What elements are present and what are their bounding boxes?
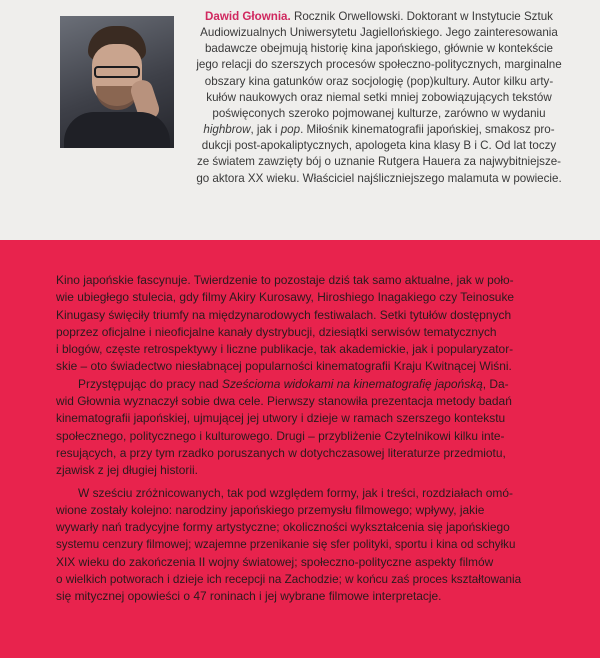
- bio-line: poświęconych szeroko pojmowanej kulturze, zarówno w wydaniu: [212, 106, 546, 120]
- book-title: Sześcioma widokami na kinematografię japońską: [222, 376, 483, 391]
- paragraph-line: o wielkich potworach i dzieje ich recepcji na Zachodzie; w końcu zaś proces kształtowania: [56, 573, 522, 587]
- author-photo: [60, 16, 174, 148]
- author-section: [0, 0, 600, 240]
- author-bio: [180, 9, 578, 187]
- bio-line: jego relacji do szerszych procesów społeczno-politycznych, marginalne: [196, 58, 562, 72]
- paragraph-line: zjawisk z jej długiej historii.: [56, 463, 198, 478]
- paragraph-line: resujących, a przy tym rzadko poruszanych w dotychczasowej literaturze przedmiotu,: [56, 445, 506, 460]
- paragraph-line: poprzez oficjalne i nieoficjalne kanały dystrybucji, dziesiątki serwisów tematycznych: [56, 324, 497, 339]
- paragraph-line: skie – oto świadectwo niesłabnącej popularności kinematografii Kraju Kwitnącej Wiśni.: [56, 359, 512, 374]
- bio-line: go aktora XX wieku. Właściciel najśliczniejszego malamuta w powiecie.: [196, 171, 562, 185]
- bio-line: ze światem zawzięty bój o uznanie Rutgera Hauera za najwybitniejsze-: [196, 155, 562, 169]
- paragraph-line: W sześciu zróżnicowanych, tak pod względem formy, jak i treści, rozdziałach omó-: [78, 485, 513, 500]
- paragraph-line: i blogów, częste retrospektywy i liczne publikacje, tak akademickie, jak i popularyzator-: [56, 342, 514, 357]
- author-name: Dawid Głownia.: [205, 10, 291, 23]
- paragraph-line: kinematografii japońskiej, ujmującej jej utwory i dzieje w ramach szerszego kontekstu: [56, 411, 506, 426]
- bio-line: badawcze obejmują historię kina japońskiego, głównie w kontekście: [204, 42, 553, 56]
- bio-line: dukcji post-apokaliptycznych, apologeta kina klasy B i C. Od lat toczy: [201, 139, 557, 153]
- book-description: [56, 272, 584, 606]
- paragraph-line: wid Głownia wyznaczył sobie dwa cele. Pierwszy stanowiła prezentacja metody badań: [56, 394, 512, 409]
- paragraph-line: wie ubiegłego stulecia, gdy filmy Akiry Kurosawy, Hiroshiego Inagakiego czy Teinosuke: [56, 290, 515, 305]
- paragraph-line: Kino japońskie fascynuje. Twierdzenie to pozostaje dziś tak samo aktualne, jak w poło-: [56, 273, 514, 287]
- paragraph-line: systemu cenzury filmowej; wzajemne przenikanie się sfer polityki, sportu i kina od schyłku: [56, 538, 516, 552]
- paragraph-line: Kinugasy święciły triumfy na międzynarodowych festiwalach. Setki tytułów dostępnych: [56, 307, 512, 322]
- paragraph-line: XIX wieku do zakończenia II wojny światowej; społeczno-polityczne aspekty filmów: [56, 554, 494, 569]
- bio-line: highbrow, jak i pop. Miłośnik kinematografii japońskiej, smakosz pro-: [203, 123, 555, 137]
- paragraph-line: społecznego, politycznego i kulturowego. Drugi – przybliżenie Czytelnikowi kilku inte-: [56, 428, 505, 443]
- bio-line: kułów naukowych oraz niemal setki mniej zobowiązujących tekstów: [206, 90, 552, 104]
- bio-line: obszary kina gatunków oraz socjologię (pop)kultury. Autor kilku arty-: [204, 74, 554, 88]
- paragraph-line: się mitycznej opowieści o 47 roninach i jej wybrane filmowe interpretacje.: [56, 589, 442, 604]
- paragraph-line: wione zostały kolejno: narodziny japońskiego przemysłu filmowego; wpływy, jakie: [56, 502, 485, 517]
- paragraph-line: wywarły nań tradycyjne formy artystyczne; okoliczności wykształcenia się japońskiego: [56, 520, 510, 535]
- bio-line: Dawid Głownia. Rocznik Orwellowski. Doktorant w Instytucie Sztuk: [205, 10, 553, 23]
- paragraph-line: Przystępując do pracy nad Sześcioma widokami na kinematografię japońską, Da-: [78, 376, 509, 391]
- bio-line: Audiowizualnych Uniwersytetu Jagiellońskiego. Jego zainteresowania: [200, 26, 558, 40]
